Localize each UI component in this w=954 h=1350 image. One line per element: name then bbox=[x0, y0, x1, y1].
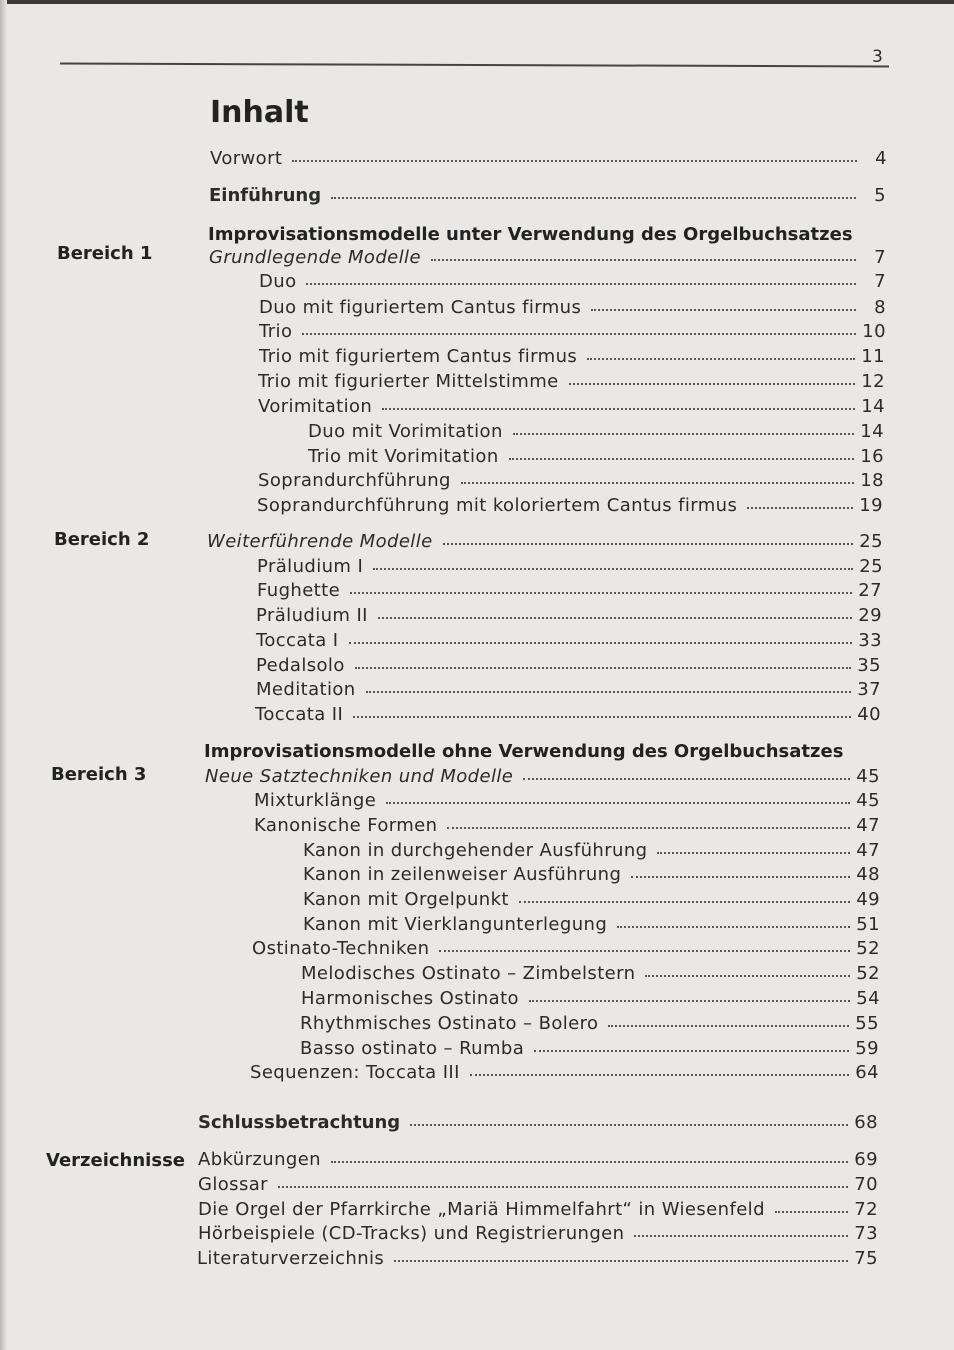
toc-entry-page: 18 bbox=[860, 470, 884, 491]
toc-entry bbox=[254, 815, 880, 836]
toc-entry bbox=[198, 1199, 878, 1220]
toc-entry bbox=[257, 495, 883, 516]
toc-entry bbox=[303, 889, 880, 910]
toc-entry-title: Hörbeispiele (CD-Tracks) und Registrierungen bbox=[198, 1223, 625, 1244]
dot-leader bbox=[519, 901, 850, 903]
toc-entry-page: 49 bbox=[856, 889, 880, 910]
dot-leader bbox=[331, 1161, 848, 1163]
toc-entry-title: Basso ostinato – Rumba bbox=[300, 1038, 525, 1059]
toc-entry-page: 68 bbox=[854, 1112, 878, 1133]
toc-entry-page: 45 bbox=[856, 766, 880, 787]
dot-leader bbox=[461, 482, 854, 484]
dot-leader bbox=[470, 1074, 849, 1076]
dot-leader bbox=[645, 975, 850, 977]
toc-entry-title: Neue Satztechniken und Modelle bbox=[205, 766, 514, 787]
toc-entry-title: Grundlegende Modelle bbox=[209, 247, 421, 268]
toc-entry-title: Vorimitation bbox=[258, 396, 373, 417]
toc-entry-page: 52 bbox=[856, 938, 880, 959]
toc-entry-title: Toccata I bbox=[256, 630, 339, 651]
toc-entry-title: Literaturverzeichnis bbox=[197, 1248, 385, 1269]
toc-entry bbox=[198, 1223, 878, 1244]
toc-entry-page: 47 bbox=[856, 815, 880, 836]
section-label-verzeichnisse: Verzeichnisse bbox=[46, 1150, 185, 1171]
dot-leader bbox=[747, 507, 853, 509]
toc-entry-title: Duo mit Vorimitation bbox=[308, 421, 503, 442]
section-label-bereich-1: Bereich 1 bbox=[57, 243, 153, 264]
toc-entry bbox=[252, 938, 880, 959]
toc-entry bbox=[259, 321, 886, 342]
toc-entry bbox=[300, 1038, 879, 1059]
dot-leader bbox=[355, 667, 851, 669]
toc-entry-title: Schlussbetrachtung bbox=[198, 1112, 401, 1133]
toc-entry-page: 25 bbox=[859, 556, 883, 577]
dot-leader bbox=[382, 408, 855, 410]
dot-leader bbox=[302, 333, 856, 335]
toc-entry bbox=[301, 963, 880, 984]
toc-entry bbox=[198, 1174, 878, 1195]
toc-entry-title: Kanon in zeilenweiser Ausführung bbox=[303, 864, 622, 885]
toc-entry bbox=[257, 556, 883, 577]
section-label-bereich-2: Bereich 2 bbox=[54, 529, 150, 550]
dot-leader bbox=[292, 160, 857, 162]
toc-entry-page: 14 bbox=[861, 396, 885, 417]
dot-leader bbox=[373, 568, 853, 570]
toc-entry-title: Trio mit figurierter Mittelstimme bbox=[258, 371, 559, 392]
toc-entry-page: 55 bbox=[855, 1013, 879, 1034]
dot-leader bbox=[523, 778, 850, 780]
toc-entry-title: Rhythmisches Ostinato – Bolero bbox=[300, 1013, 599, 1034]
toc-entry-title: Duo bbox=[259, 271, 297, 292]
toc-entry-page: 47 bbox=[856, 840, 880, 861]
dot-leader bbox=[534, 1050, 849, 1052]
toc-entry-page: 12 bbox=[861, 371, 885, 392]
toc-entry-title: Meditation bbox=[256, 679, 356, 700]
header-rule bbox=[60, 63, 889, 68]
toc-entry-page: 14 bbox=[860, 421, 884, 442]
dot-leader bbox=[513, 433, 854, 435]
toc-entry-title: Trio mit figuriertem Cantus firmus bbox=[259, 346, 578, 367]
toc-entry bbox=[198, 1149, 878, 1170]
dot-leader bbox=[353, 716, 851, 718]
toc-entry-page: 45 bbox=[856, 790, 880, 811]
dot-leader bbox=[509, 458, 854, 460]
toc-entry-page: 59 bbox=[855, 1038, 879, 1059]
toc-entry bbox=[259, 346, 885, 367]
toc-entry bbox=[259, 297, 886, 318]
dot-leader bbox=[447, 827, 850, 829]
toc-entry-title: Präludium I bbox=[257, 556, 364, 577]
toc-entry-page: 7 bbox=[874, 247, 886, 268]
dot-leader bbox=[386, 802, 850, 804]
toc-entry-title: Präludium II bbox=[256, 605, 368, 626]
page-number: 3 bbox=[872, 47, 883, 67]
toc-entry bbox=[303, 864, 880, 885]
toc-entry-title: Glossar bbox=[198, 1174, 268, 1195]
toc-entry bbox=[257, 580, 882, 601]
dot-leader bbox=[591, 309, 856, 311]
toc-entry bbox=[256, 605, 882, 626]
toc-entry-page: 19 bbox=[859, 495, 883, 516]
dot-leader bbox=[410, 1124, 848, 1126]
toc-entry-page: 54 bbox=[856, 988, 880, 1009]
dot-leader bbox=[306, 283, 856, 285]
toc-entry bbox=[255, 704, 881, 725]
toc-entry bbox=[250, 1062, 879, 1083]
dot-leader bbox=[331, 197, 856, 199]
toc-entry bbox=[303, 840, 880, 861]
toc-entry-page: 29 bbox=[858, 605, 882, 626]
toc-entry-title: Kanon in durchgehender Ausführung bbox=[303, 840, 648, 861]
toc-entry-page: 52 bbox=[856, 963, 880, 984]
toc-entry bbox=[258, 470, 884, 491]
toc-entry-page: 37 bbox=[857, 679, 881, 700]
toc-entry bbox=[256, 630, 882, 651]
toc-entry bbox=[300, 1013, 879, 1034]
toc-entry-page: 16 bbox=[860, 446, 884, 467]
toc-entry-title: Mixturklänge bbox=[254, 790, 377, 811]
toc-entry-title: Vorwort bbox=[210, 148, 283, 169]
toc-entry-page: 70 bbox=[854, 1174, 878, 1195]
toc-entry bbox=[254, 790, 880, 811]
toc-entry-title: Ostinato-Techniken bbox=[252, 938, 430, 959]
page-binding-shadow bbox=[0, 0, 7, 1350]
toc-entry bbox=[207, 531, 883, 552]
toc-entry-title: Abkürzungen bbox=[198, 1149, 321, 1170]
toc-entry bbox=[308, 446, 884, 467]
dot-leader bbox=[587, 358, 855, 360]
toc-entry-page: 7 bbox=[874, 271, 886, 292]
toc-entry-title: Sequenzen: Toccata III bbox=[250, 1062, 460, 1083]
toc-entry bbox=[256, 655, 881, 676]
toc-entry-page: 8 bbox=[874, 297, 886, 318]
page-title: Inhalt bbox=[210, 95, 309, 130]
toc-entry bbox=[197, 1248, 878, 1269]
dot-leader bbox=[775, 1211, 848, 1213]
toc-entry bbox=[198, 1112, 878, 1133]
dot-leader bbox=[631, 876, 850, 878]
dot-leader bbox=[529, 1000, 850, 1002]
toc-entry bbox=[210, 148, 887, 169]
toc-entry bbox=[258, 371, 885, 392]
dot-leader bbox=[443, 543, 853, 545]
toc-entry-title: Soprandurchführung bbox=[258, 470, 451, 491]
dot-leader bbox=[278, 1186, 848, 1188]
toc-entry-title: Duo mit figuriertem Cantus firmus bbox=[259, 297, 582, 318]
toc-entry bbox=[209, 185, 886, 206]
dot-leader bbox=[350, 592, 852, 594]
page-top-edge bbox=[0, 0, 954, 4]
toc-entry bbox=[256, 679, 881, 700]
toc-entry-title: Kanon mit Vierklangunterlegung bbox=[303, 914, 608, 935]
toc-entry-title: Weiterführende Modelle bbox=[207, 531, 433, 552]
toc-entry bbox=[308, 421, 884, 442]
dot-leader bbox=[349, 642, 853, 644]
toc-entry-page: 75 bbox=[854, 1248, 878, 1269]
toc-entry bbox=[303, 914, 880, 935]
toc-entry-title: Pedalsolo bbox=[256, 655, 345, 676]
toc-entry-page: 25 bbox=[859, 531, 883, 552]
toc-entry-title: Einführung bbox=[209, 185, 322, 206]
toc-entry-title: Soprandurchführung mit koloriertem Cantus firmus bbox=[257, 495, 738, 516]
toc-entry-page: 4 bbox=[875, 148, 887, 169]
toc-entry-title: Melodisches Ostinato – Zimbelstern bbox=[301, 963, 636, 984]
toc-entry-page: 72 bbox=[854, 1199, 878, 1220]
part-heading-ohne-orgelbuchsatz: Improvisationsmodelle ohne Verwendung des Orgelbuchsatzes bbox=[204, 741, 844, 762]
dot-leader bbox=[657, 852, 850, 854]
toc-entry-title: Trio mit Vorimitation bbox=[308, 446, 499, 467]
dot-leader bbox=[634, 1235, 848, 1237]
toc-entry-page: 48 bbox=[856, 864, 880, 885]
dot-leader bbox=[378, 617, 852, 619]
toc-entry-page: 35 bbox=[857, 655, 881, 676]
toc-entry-title: Trio bbox=[259, 321, 293, 342]
toc-entry-page: 27 bbox=[858, 580, 882, 601]
dot-leader bbox=[366, 691, 851, 693]
toc-entry-title: Kanonische Formen bbox=[254, 815, 438, 836]
dot-leader bbox=[439, 950, 850, 952]
dot-leader bbox=[617, 926, 850, 928]
toc-entry-page: 11 bbox=[861, 346, 885, 367]
dot-leader bbox=[569, 383, 855, 385]
toc-entry-page: 40 bbox=[857, 704, 881, 725]
section-label-bereich-3: Bereich 3 bbox=[51, 764, 147, 785]
toc-entry-page: 33 bbox=[858, 630, 882, 651]
toc-entry-page: 51 bbox=[856, 914, 880, 935]
dot-leader bbox=[394, 1260, 848, 1262]
toc-entry bbox=[301, 988, 880, 1009]
toc-entry-title: Fughette bbox=[257, 580, 341, 601]
toc-entry bbox=[209, 247, 886, 268]
toc-entry-title: Die Orgel der Pfarrkirche „Mariä Himmelfahrt“ in Wiesenfeld bbox=[198, 1199, 765, 1220]
toc-entry-title: Harmonisches Ostinato bbox=[301, 988, 519, 1009]
toc-entry-page: 10 bbox=[862, 321, 886, 342]
toc-entry-title: Kanon mit Orgelpunkt bbox=[303, 889, 509, 910]
toc-entry-title: Toccata II bbox=[255, 704, 344, 725]
part-heading-mit-orgelbuchsatz: Improvisationsmodelle unter Verwendung des Orgelbuchsatzes bbox=[208, 224, 853, 245]
toc-entry-page: 73 bbox=[854, 1223, 878, 1244]
dot-leader bbox=[431, 259, 856, 261]
toc-entry bbox=[258, 396, 885, 417]
toc-entry bbox=[205, 766, 880, 787]
dot-leader bbox=[608, 1025, 849, 1027]
toc-entry-page: 69 bbox=[854, 1149, 878, 1170]
toc-entry bbox=[259, 271, 886, 292]
toc-entry-page: 64 bbox=[855, 1062, 879, 1083]
toc-entry-page: 5 bbox=[874, 185, 886, 206]
